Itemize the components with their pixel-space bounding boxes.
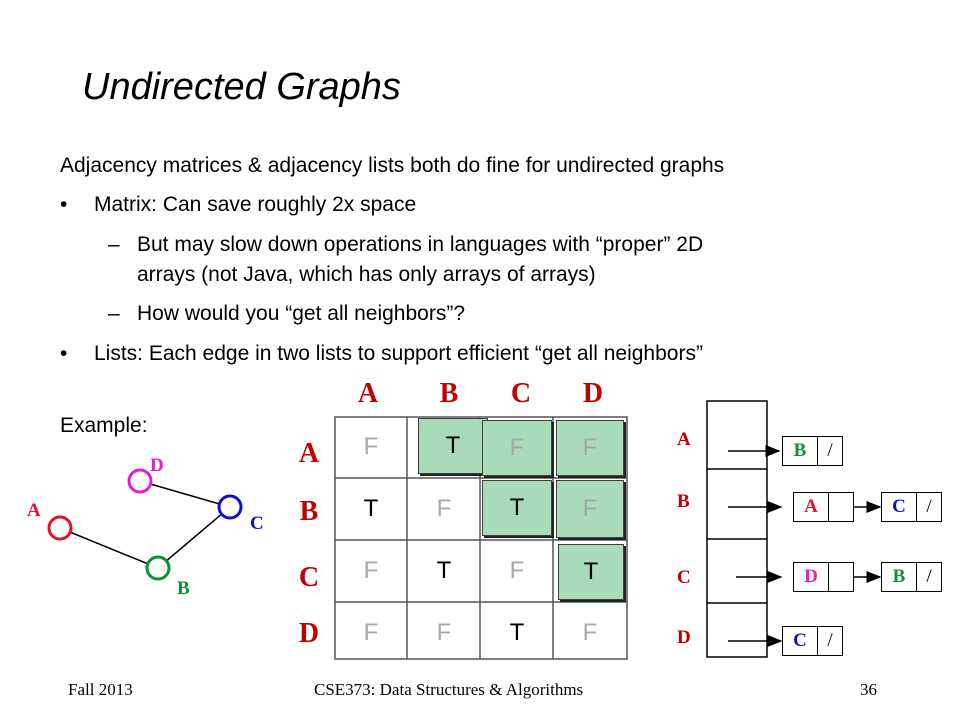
- list-node-value: D: [794, 563, 829, 591]
- matrix-cell: F: [582, 619, 598, 646]
- matrix-row-header-d: D: [298, 618, 320, 649]
- bullet-glyph-2: •: [60, 342, 68, 365]
- matrix-cell-highlighted: F: [556, 420, 624, 476]
- list-head-label-d: D: [677, 627, 691, 648]
- sub-bullet-neighbors: How would you “get all neighbors”?: [137, 302, 466, 325]
- list-node: [881, 492, 942, 522]
- node-label-c: C: [250, 513, 264, 534]
- list-node-value: B: [882, 563, 917, 591]
- matrix-col-header-b: B: [439, 378, 459, 409]
- sub-bullet-slow-line2: arrays (not Java, which has only arrays of arrays): [137, 263, 596, 286]
- matrix-cell-highlighted: F: [482, 420, 552, 476]
- list-node-null: /: [827, 440, 833, 461]
- matrix-row-header-a: A: [298, 438, 320, 469]
- list-node-next: [829, 563, 853, 591]
- list-node: [782, 626, 843, 656]
- bullet-lists: Lists: Each edge in two lists to support efficient “get all neighbors”: [94, 342, 703, 365]
- matrix-cell: F: [436, 495, 452, 522]
- matrix-cell-highlighted: T: [418, 418, 488, 474]
- list-node: [793, 492, 854, 522]
- node-label-a: A: [27, 500, 41, 521]
- example-label: Example:: [60, 414, 148, 437]
- matrix-cell: F: [363, 557, 379, 584]
- list-node: [793, 562, 854, 592]
- list-node-value: B: [783, 437, 818, 465]
- list-node-value: C: [783, 627, 818, 655]
- intro-text: Adjacency matrices & adjacency lists both do fine for undirected graphs: [60, 154, 725, 177]
- list-node-next: [829, 493, 853, 521]
- matrix-cell: T: [363, 495, 379, 522]
- matrix-cell-highlighted: F: [556, 480, 624, 538]
- footer-course: CSE373: Data Structures & Algorithms: [314, 680, 584, 699]
- matrix-cell-highlighted: T: [482, 480, 552, 536]
- list-node-null: /: [926, 566, 932, 587]
- matrix-cell: F: [509, 557, 525, 584]
- dash-glyph-2: –: [108, 302, 120, 325]
- matrix-col-header-d: D: [582, 378, 604, 409]
- dash-glyph-1: –: [108, 233, 120, 256]
- list-node-value: C: [882, 493, 917, 521]
- node-label-b: B: [177, 578, 190, 599]
- sub-bullet-slow-line1: But may slow down operations in languages with “proper” 2D: [137, 233, 704, 256]
- list-node-null: /: [827, 630, 833, 651]
- node-label-d: D: [150, 455, 164, 476]
- footer-page-number: 36: [860, 680, 877, 699]
- list-node-null: /: [926, 496, 932, 517]
- matrix-cell-highlighted: T: [558, 544, 624, 600]
- list-head-label-a: A: [677, 429, 691, 450]
- matrix-row-header-c: C: [298, 562, 320, 593]
- matrix-cell: T: [436, 557, 452, 584]
- matrix-col-header-a: A: [357, 378, 379, 409]
- list-node: [782, 436, 843, 466]
- matrix-row-header-b: B: [299, 496, 319, 527]
- matrix-cell: F: [436, 619, 452, 646]
- matrix-cell: F: [363, 433, 379, 460]
- list-node-value: A: [794, 493, 829, 521]
- list-head-label-b: B: [677, 491, 690, 512]
- list-node: [881, 562, 942, 592]
- matrix-cell: T: [509, 619, 525, 646]
- matrix-cell: F: [363, 619, 379, 646]
- footer-date: Fall 2013: [68, 680, 133, 699]
- matrix-col-header-c: C: [510, 378, 532, 409]
- bullet-glyph-1: •: [60, 193, 68, 216]
- bullet-matrix: Matrix: Can save roughly 2x space: [94, 193, 417, 216]
- slide-title: Undirected Graphs: [82, 66, 401, 108]
- list-head-label-c: C: [677, 567, 691, 588]
